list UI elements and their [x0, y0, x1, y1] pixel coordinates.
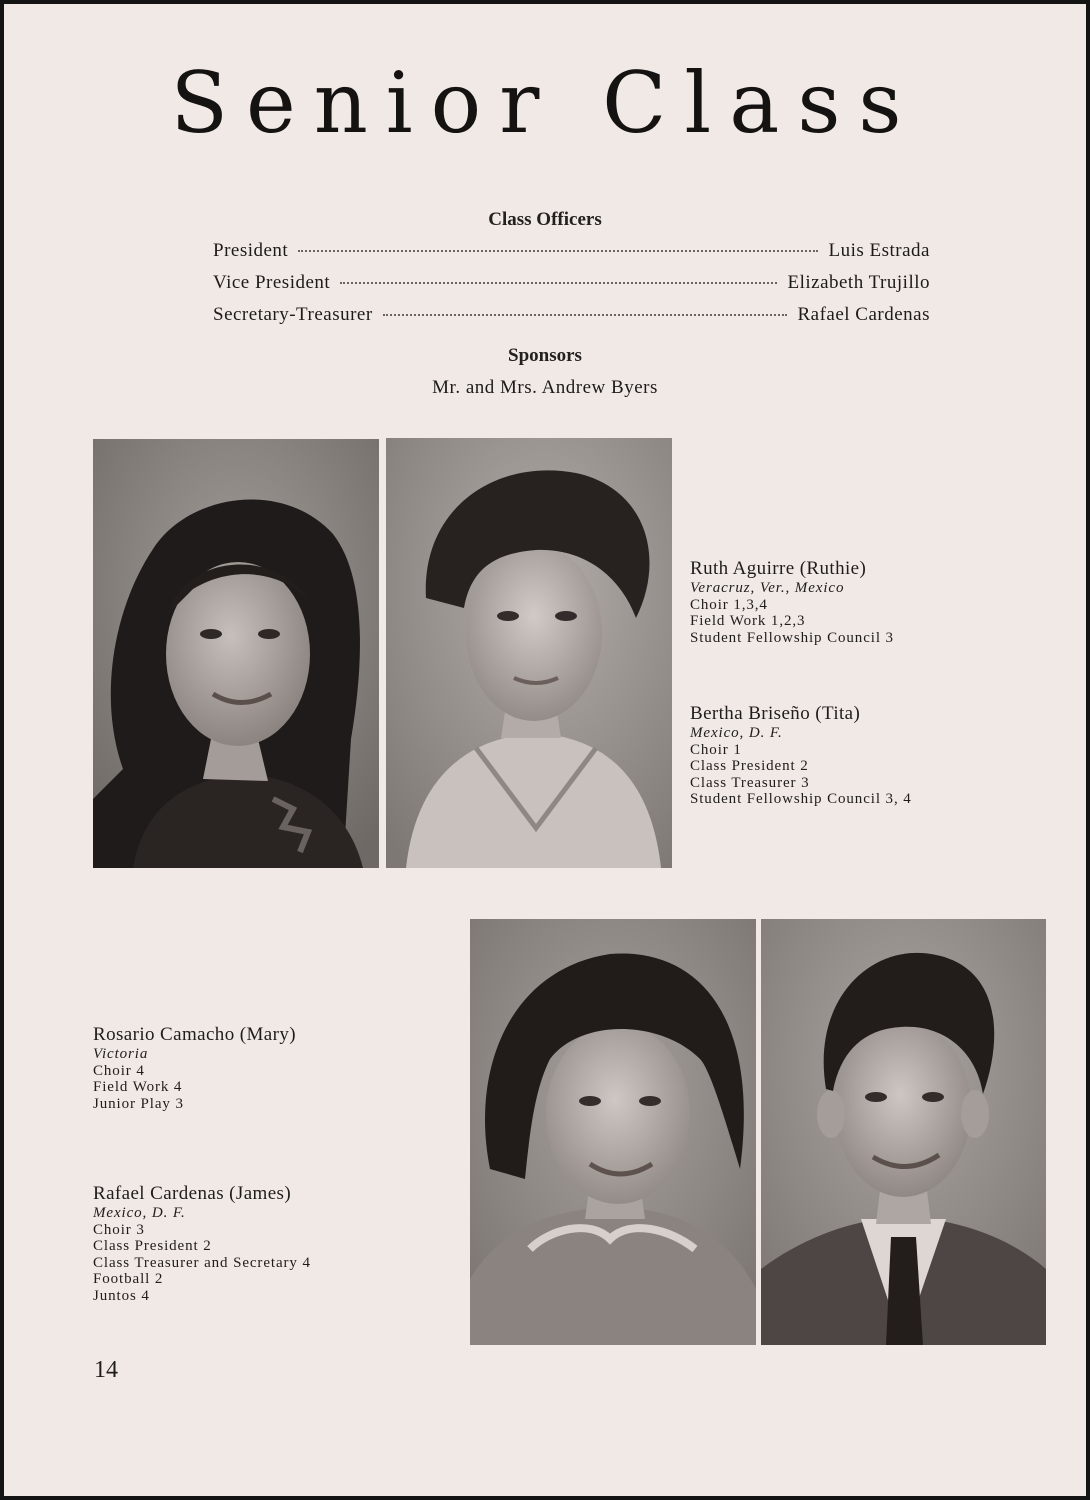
page-title: Senior Class	[170, 54, 920, 152]
student-activity: Class President 2	[93, 1238, 212, 1254]
student-bio-ruth-aguirre	[690, 558, 894, 646]
student-bio-rosario-camacho	[93, 1024, 296, 1112]
student-activity: Field Work 1,2,3	[690, 613, 806, 629]
sponsors-names: Mr. and Mrs. Andrew Byers	[432, 377, 658, 398]
student-hometown: Mexico, D. F.	[93, 1205, 186, 1221]
leader-dots	[340, 282, 777, 284]
officer-role: Secretary-Treasurer	[213, 304, 373, 325]
sponsors-heading: Sponsors	[508, 345, 582, 366]
student-name: Ruth Aguirre (Ruthie)	[690, 558, 867, 579]
portrait-photo-rafael-cardenas	[761, 919, 1046, 1345]
officer-name: Luis Estrada	[828, 240, 930, 261]
student-activity: Choir 1	[690, 741, 742, 758]
portrait-photo-bertha-briseno	[386, 438, 672, 868]
student-activity: Class Treasurer and Secretary 4	[93, 1254, 311, 1271]
student-hometown: Mexico, D. F.	[690, 725, 783, 741]
officer-row	[213, 272, 930, 298]
student-activity: Student Fellowship Council 3	[690, 629, 894, 646]
student-activity: Choir 4	[93, 1062, 145, 1079]
officer-name: Elizabeth Trujillo	[787, 272, 930, 293]
yearbook-page	[4, 4, 1086, 1496]
student-bio-bertha-briseno	[690, 703, 912, 808]
student-activity: Choir 1,3,4	[690, 596, 768, 613]
page-number: 14	[94, 1357, 118, 1383]
student-activity: Class President 2	[690, 758, 809, 774]
leader-dots	[383, 314, 788, 316]
student-activity: Field Work 4	[93, 1079, 183, 1095]
student-activity: Class Treasurer 3	[690, 774, 810, 791]
student-activity: Juntos 4	[93, 1287, 150, 1304]
officer-row	[213, 304, 930, 330]
student-name: Bertha Briseño (Tita)	[690, 703, 861, 724]
leader-dots	[298, 250, 818, 252]
student-bio-rafael-cardenas	[93, 1183, 311, 1304]
student-hometown: Veracruz, Ver., Mexico	[690, 580, 845, 596]
student-name: Rafael Cardenas (James)	[93, 1183, 292, 1204]
portrait-photo-ruth-aguirre	[93, 439, 379, 868]
student-activity: Student Fellowship Council 3, 4	[690, 791, 912, 807]
student-hometown: Victoria	[93, 1046, 149, 1062]
class-officers-heading: Class Officers	[488, 209, 602, 230]
officer-row	[213, 240, 930, 266]
student-activity: Choir 3	[93, 1221, 145, 1238]
officer-role: President	[213, 240, 289, 261]
officer-name: Rafael Cardenas	[797, 304, 930, 325]
student-name: Rosario Camacho (Mary)	[93, 1024, 296, 1045]
student-activity: Football 2	[93, 1271, 164, 1287]
officer-role: Vice President	[213, 272, 331, 293]
student-activity: Junior Play 3	[93, 1095, 184, 1112]
portrait-photo-rosario-camacho	[470, 919, 756, 1345]
